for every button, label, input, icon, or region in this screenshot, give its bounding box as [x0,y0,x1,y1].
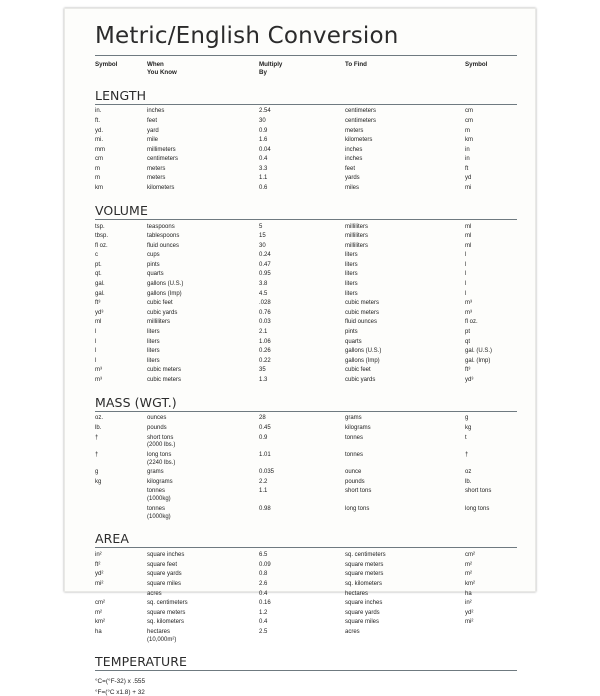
table-cell: oz. [95,415,104,422]
table-cell: ft³ [465,367,471,374]
table-row [85,251,517,261]
table-cell: 0.04 [259,146,271,153]
table-cell: 0.03 [259,319,271,326]
table-cell: cubic meters [147,367,182,374]
table-cell: square miles [345,619,380,626]
table-cell: l [95,328,97,335]
table-cell: inches [345,146,363,153]
table-cell [85,590,147,600]
table-cell: yd² [95,571,104,578]
table-cell: hectares [345,590,369,597]
table-row [85,136,517,146]
temperature-formulas [85,674,517,696]
table-cell: 0.16 [259,600,271,607]
section-title-area: AREA [95,531,130,547]
table-cell: 30 [259,117,266,124]
table-cell: cups [147,252,160,259]
table-cell: cubic meters [147,376,182,383]
table-cell: ha [465,590,472,597]
table-cell: yd³ [95,309,104,316]
header-symbol-2: Symbol [465,61,488,68]
table-cell: ml [95,319,102,326]
table-cell: m³ [95,367,102,374]
table-cell [85,505,147,522]
table-cell: cubic yards [345,376,376,383]
temperature-formula: °F=(°C x1.8) + 32 [95,689,145,696]
table-cell: pints [345,328,358,335]
table-cell: ft [465,165,469,172]
table-cell: 2.2 [259,478,268,485]
table-cell: mm [95,146,105,153]
table-cell: † [465,451,469,458]
sections-container [85,84,517,646]
table-cell: gallons (Imp) [147,290,182,297]
table-row [85,175,517,185]
table-cell: 0.76 [259,309,271,316]
table-cell: centimeters [147,156,179,163]
table-cell: m² [465,571,472,578]
table-cell: square meters [345,571,384,578]
table-cell: 0.4 [259,619,268,626]
table-cell: cubic yards [147,309,178,316]
table-cell: 2.5 [259,628,268,635]
table-cell: 0.9 [259,434,268,441]
table-row [85,561,517,571]
table-cell: liters [345,281,358,288]
table-cell: fluid ounces [147,242,180,249]
table-cell: kilometers [345,137,373,144]
table-cell: cm [95,156,103,163]
table-cell: 30 [259,242,266,249]
table-cell: in [465,156,470,163]
table-row [85,478,517,488]
chart-content [85,23,517,696]
table-cell: t [465,434,467,441]
table-cell: liters [345,261,358,268]
table-cell: square miles [147,580,182,587]
table-cell: sq. kilometers [147,619,185,626]
table-cell: inches [147,108,165,115]
table-cell: tonnes (1000kg) [147,505,171,520]
table-cell: 0.95 [259,271,271,278]
section-divider [95,547,517,548]
table-cell: cubic feet [345,367,371,374]
table-cell: l [465,252,467,259]
table-cell: liters [345,252,358,259]
table-row [85,571,517,581]
table-cell: ounces [147,415,167,422]
table-cell: hectares (10,000m²) [147,628,177,643]
table-cell: km² [95,619,105,626]
table-cell: teaspoons [147,223,175,230]
table-cell: ml [465,223,472,230]
table-cell: liters [147,357,160,364]
table-cell: inches [345,156,363,163]
table-cell: c [95,252,98,259]
table-cell: mi [465,185,472,192]
table-row [85,424,517,434]
table-cell: tbsp. [95,233,109,240]
table-row [85,165,517,175]
table-row [85,155,517,165]
conversion-table [85,415,517,523]
table-cell: meters [147,165,166,172]
table-cell: yd³ [465,376,474,383]
table-cell: lb. [465,478,472,485]
table-cell: pounds [345,478,365,485]
table-row [85,609,517,619]
table-cell: quarts [345,338,362,345]
table-cell: gallons (U.S.) [147,281,184,288]
section-title-volume: VOLUME [95,202,148,218]
table-cell: tonnes [345,451,364,458]
table-row [85,505,517,522]
table-cell: grams [345,415,362,422]
table-cell: pounds [147,425,167,431]
table-cell: liters [147,338,160,345]
table-cell: m³ [95,376,102,383]
table-cell: oz [465,469,472,476]
table-cell: ml [465,242,472,249]
table-row [85,146,517,156]
table-cell: yd [465,175,472,182]
table-cell: 0.26 [259,348,271,355]
table-cell: g [95,469,99,476]
table-cell: 0.6 [259,185,268,192]
table-cell: 0.4 [259,156,268,163]
table-cell: liters [147,348,160,355]
table-cell: millimeters [147,146,176,153]
table-cell: 0.09 [259,561,271,568]
section-divider [95,104,517,105]
table-cell: ounce [345,469,362,476]
table-cell: kilograms [147,478,173,485]
table-cell: sq. centimeters [345,552,386,559]
conversion-chart-page [64,8,536,696]
table-cell: m³ [465,309,472,316]
table-cell: m [95,175,100,182]
table-cell: miles [345,185,360,192]
table-cell: long tons [465,505,490,512]
table-cell: cm² [95,600,105,607]
table-cell: cm² [465,552,475,559]
table-cell: gal. (U.S.) [465,348,493,355]
temperature-formula: °C=(°F-32) x .555 [95,678,146,686]
table-row [85,232,517,242]
table-cell: liters [147,328,160,335]
table-cell: short tons [345,488,372,495]
table-row [85,551,517,561]
table-cell: 35 [259,367,266,374]
table-cell: 1.06 [259,338,271,345]
table-cell: mi. [95,137,103,144]
table-cell: 1.1 [259,488,268,495]
table-cell: square meters [345,561,384,568]
table-cell: m² [95,609,102,616]
table-cell: gal. [95,281,105,288]
header-when-you-know: When You Know [147,61,177,76]
table-cell: fl oz. [95,242,108,249]
table-cell: km [95,185,103,192]
table-cell: yd² [465,609,474,616]
table-cell: square inches [147,552,185,559]
table-cell: l [465,261,467,268]
table-row [85,451,517,468]
table-cell [465,628,517,645]
table-cell: yard [147,127,159,134]
table-cell: qt. [95,271,102,278]
table-cell: mi² [465,619,474,626]
table-cell: 0.035 [259,469,275,476]
table-cell: 2.54 [259,108,271,115]
table-row [85,223,517,233]
table-cell: cm [465,108,473,115]
table-cell: fluid ounces [345,319,378,326]
table-row [85,318,517,328]
table-cell: km² [465,580,475,587]
table-cell: m [465,127,470,134]
conversion-table [85,223,517,386]
section-title-temperature: TEMPERATURE [95,654,187,670]
table-cell: 3.8 [259,281,268,288]
table-cell: l [465,271,467,278]
table-cell: m [95,165,100,172]
table-cell: short tons (2000 lbs.) [147,434,176,449]
table-cell: 0.45 [259,425,271,431]
table-cell: 2.6 [259,580,268,587]
table-row [85,376,517,386]
table-cell [85,488,147,505]
table-row [85,590,517,600]
table-cell: acres [147,590,162,597]
table-cell: pt. [95,261,102,268]
table-cell: ml [465,233,472,240]
table-cell: 1.01 [259,451,271,458]
table-cell: kilometers [147,185,175,192]
table-cell: m³ [465,300,472,307]
table-cell: tablespoons [147,233,180,240]
table-cell: l [465,290,467,297]
table-cell: gal. [95,290,105,297]
table-row [85,347,517,357]
section-divider-temperature [95,670,517,671]
table-cell: pt [465,328,471,335]
table-cell: † [95,434,99,441]
table-cell: tonnes (1000kg) [147,488,171,503]
table-cell: fl oz. [465,319,478,326]
table-cell: square yards [345,609,380,616]
table-row [85,338,517,348]
table-row [85,261,517,271]
table-cell: kg [95,478,102,485]
table-cell: short tons [465,488,492,495]
table-cell: 3.3 [259,165,268,172]
table-cell: .028 [259,300,271,307]
table-cell: l [95,348,97,355]
table-cell: 0.8 [259,571,268,578]
table-cell: ft² [95,561,101,568]
table-row [85,468,517,478]
table-row [85,280,517,290]
table-cell: feet [147,117,158,124]
table-row [85,328,517,338]
table-cell: ft³ [95,300,101,307]
table-cell: tonnes [345,434,364,441]
table-cell: tsp. [95,223,105,230]
conversion-table [85,108,517,194]
table-cell: 5 [259,223,263,230]
table-cell: milliliters [345,242,368,249]
table-cell: 6.5 [259,552,268,559]
table-cell: 0.98 [259,505,271,512]
table-cell: mile [147,137,159,144]
table-cell: gallons (Imp) [345,357,380,364]
table-cell: l [465,281,467,288]
conversion-table [85,551,517,645]
table-cell: ha [95,628,102,635]
table-row [85,117,517,127]
table-cell: in [465,146,470,153]
table-cell: 1.6 [259,137,268,144]
table-cell: long tons (2240 lbs.) [147,451,176,466]
table-row [85,309,517,319]
header-to-find: To Find [345,61,367,68]
table-cell: 0.47 [259,261,271,268]
table-cell: km [465,137,473,144]
table-cell: cubic meters [345,300,380,307]
table-cell: quarts [147,271,164,278]
table-cell: 0.4 [259,590,268,597]
table-cell: 0.22 [259,357,271,364]
table-cell: feet [345,165,356,172]
table-cell: pints [147,261,160,268]
table-cell: cubic meters [345,309,380,316]
table-row [85,290,517,300]
table-row [85,415,517,425]
page-title: Metric/English Conversion [95,23,399,49]
table-cell: cubic feet [147,300,173,307]
table-cell: centimeters [345,117,377,124]
table-row [85,184,517,194]
column-header-table [85,61,517,84]
table-cell: 1.2 [259,609,268,616]
header-symbol: Symbol [95,61,118,68]
table-cell: square yards [147,571,182,578]
table-cell: milliliters [345,233,368,240]
table-cell: 0.9 [259,127,268,134]
table-cell: m² [465,561,472,568]
table-cell: gal. (Imp) [465,357,491,364]
table-cell: 15 [259,233,266,240]
table-cell: gallons (U.S.) [345,348,382,355]
table-row [85,271,517,281]
table-row [85,108,517,118]
table-cell: milliliters [147,319,170,326]
table-row [85,599,517,609]
table-cell: 4.5 [259,290,268,297]
table-cell: 28 [259,415,266,422]
table-cell: 0.24 [259,252,271,259]
table-cell: meters [345,127,364,134]
table-cell: 1.3 [259,376,268,383]
table-row [85,127,517,137]
table-cell: cm [465,117,473,124]
table-row [85,242,517,252]
table-row [85,434,517,451]
title-divider [95,55,517,56]
table-cell: l [95,338,97,345]
table-row [85,628,517,645]
table-row [85,580,517,590]
table-cell: kg [465,425,472,431]
section-divider [95,219,517,220]
table-cell: mi² [95,580,104,587]
table-cell: yards [345,175,360,182]
table-cell: 1.1 [259,175,268,182]
table-cell: qt [465,338,471,345]
table-cell: 2.1 [259,328,268,335]
table-cell: acres [345,628,360,635]
table-cell: milliliters [345,223,368,230]
table-row [85,488,517,505]
table-cell: yd. [95,127,104,134]
table-row [85,299,517,309]
table-cell: square feet [147,561,178,568]
table-cell: in. [95,108,102,115]
table-cell: l [95,357,97,364]
table-cell: sq. centimeters [147,600,188,607]
table-row [85,618,517,628]
table-cell: kilograms [345,425,371,431]
table-cell: lb. [95,425,102,431]
table-cell: g [465,415,469,422]
table-row [85,366,517,376]
table-cell: square meters [147,609,186,616]
column-header-row [85,61,517,84]
table-cell: long tons [345,505,370,512]
section-title-length: LENGTH [95,87,147,103]
table-cell: ft. [95,117,101,124]
table-cell: centimeters [345,108,377,115]
table-cell: square inches [345,600,383,607]
table-cell: sq. kilometers [345,580,383,587]
table-row [85,357,517,367]
table-cell: † [95,451,99,458]
table-cell: in² [465,600,472,607]
table-cell: in² [95,552,102,559]
header-multiply-by: Multiply By [259,61,283,76]
table-cell: meters [147,175,166,182]
table-cell: liters [345,290,358,297]
table-cell: grams [147,469,164,476]
section-divider [95,411,517,412]
table-cell: liters [345,271,358,278]
section-title-mass-wgt: MASS (WGT.) [95,394,177,410]
